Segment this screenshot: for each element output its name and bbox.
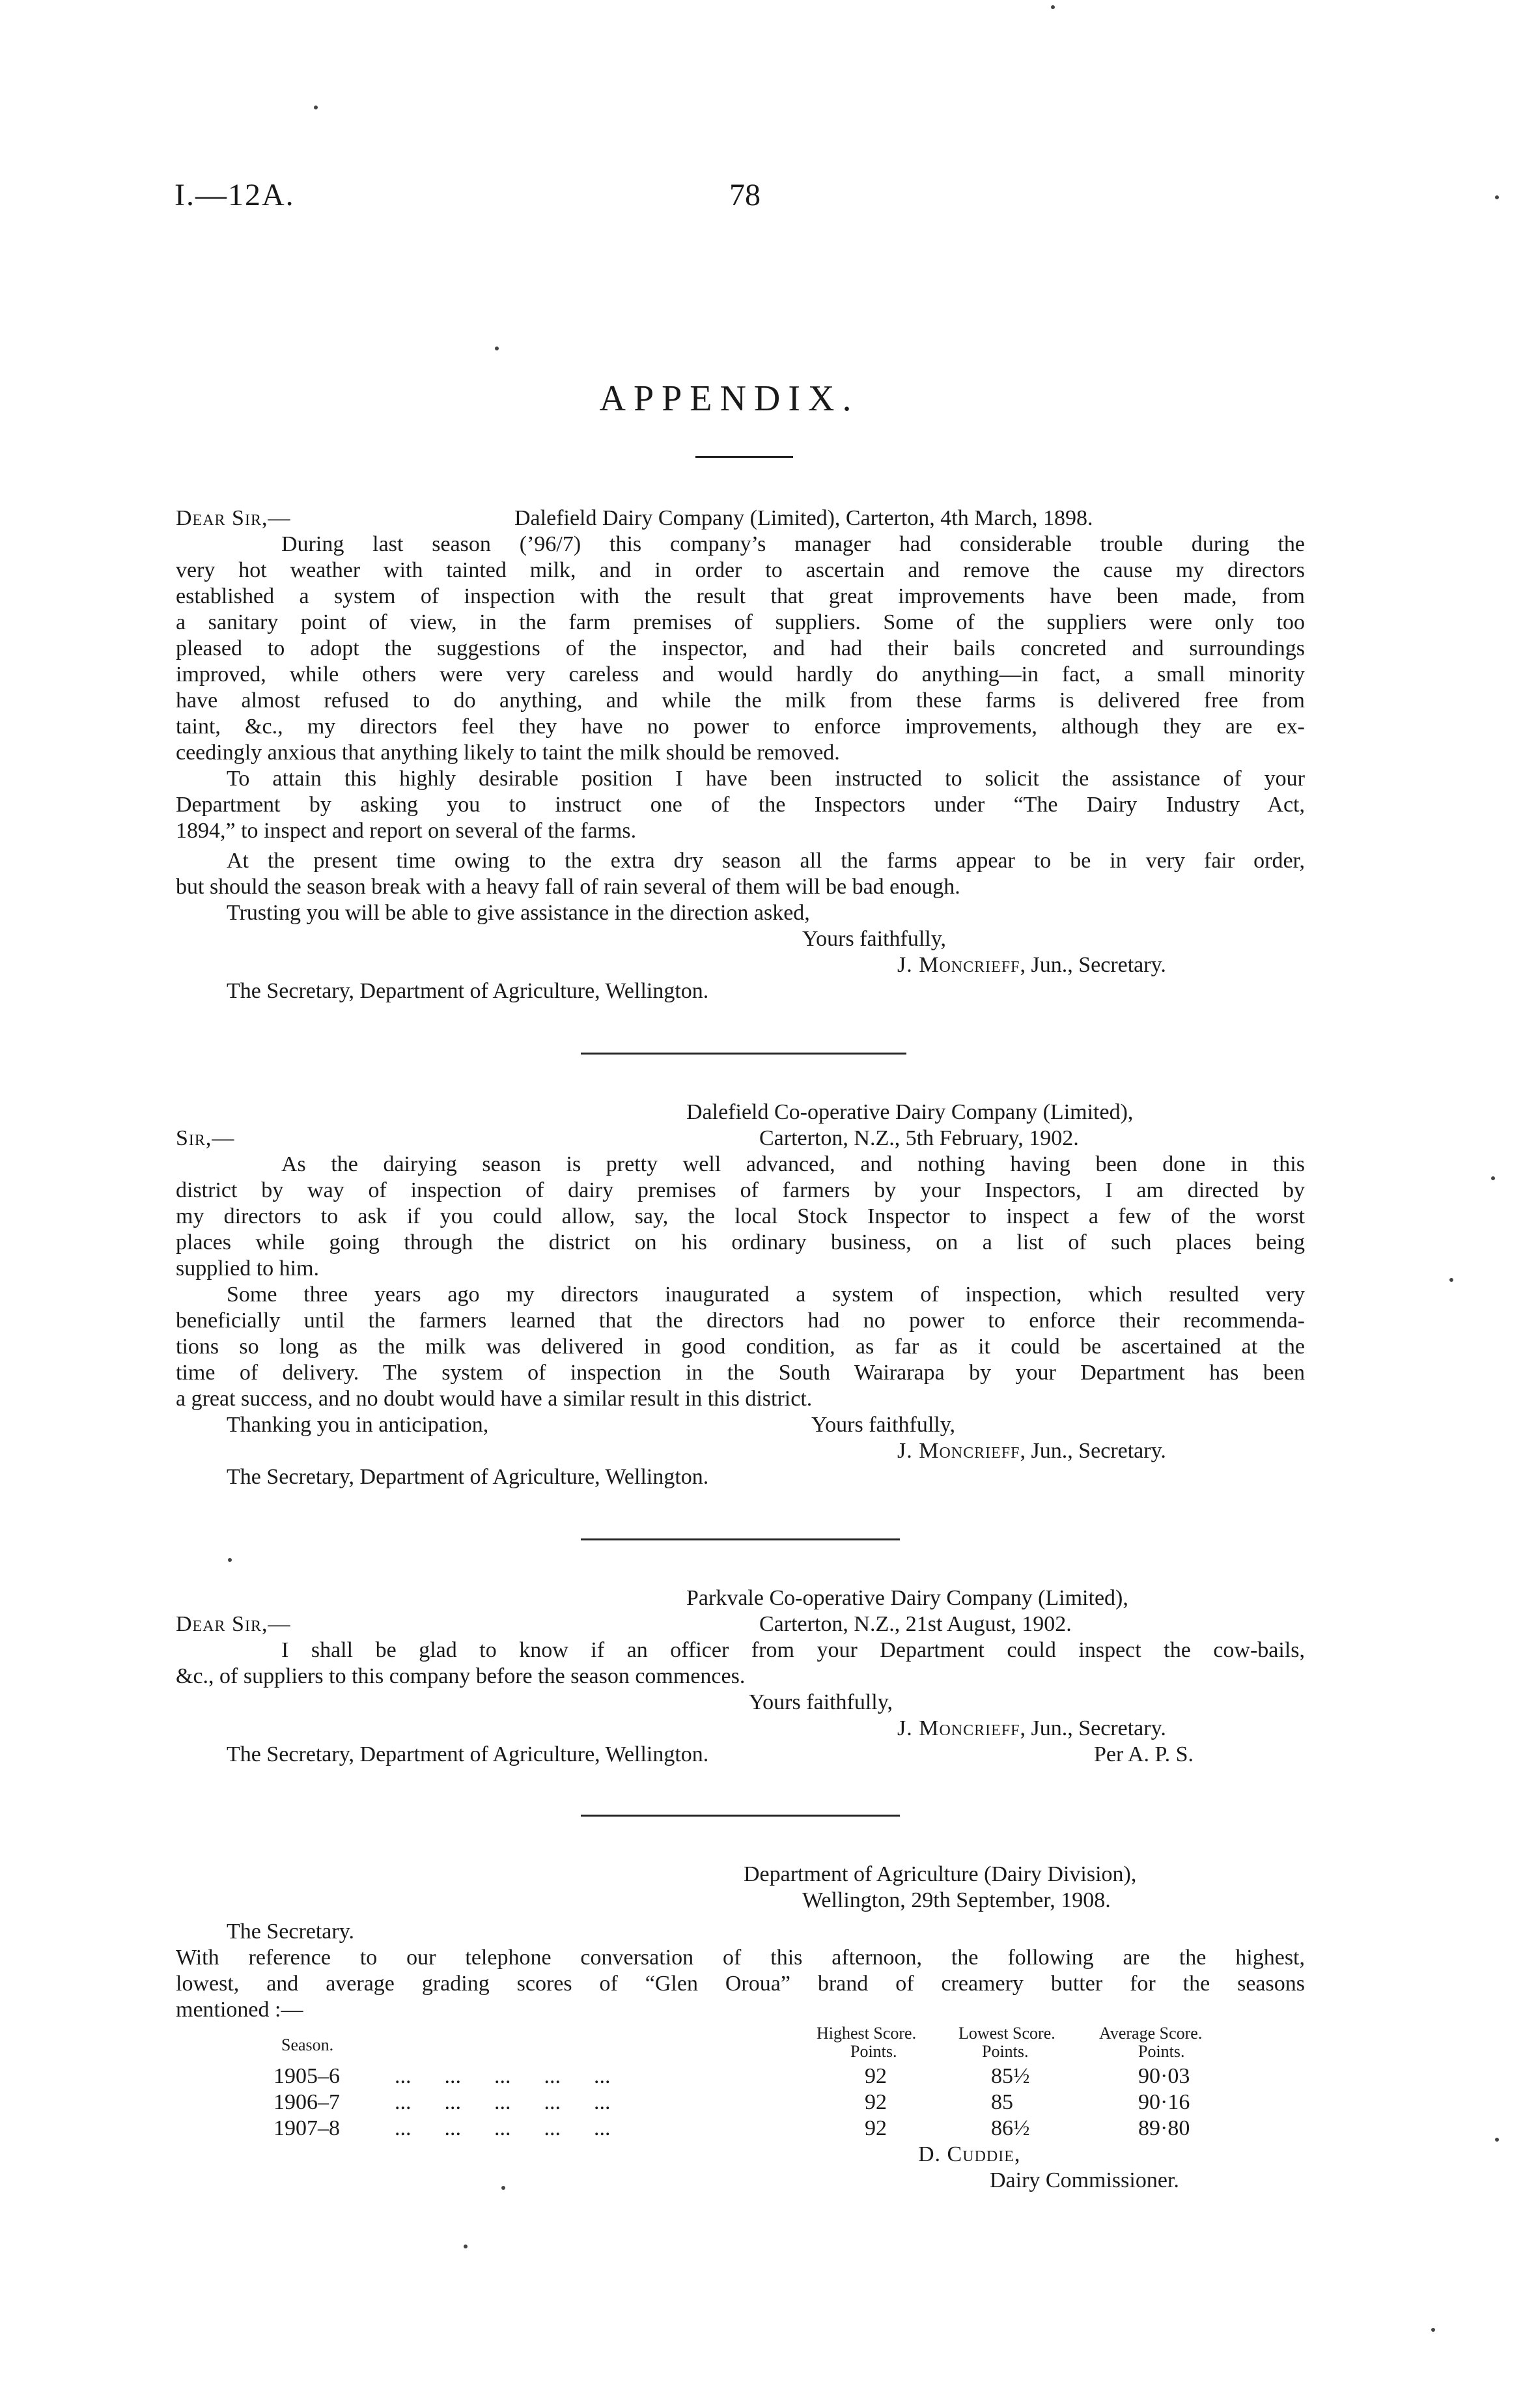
highest-cell: 92 bbox=[865, 2090, 887, 2114]
column-header-season: Season. bbox=[281, 2035, 334, 2054]
letter-address: Carterton, N.Z., 21st August, 1902. bbox=[759, 1612, 1072, 1636]
body-line: &c., of suppliers to this company before the season commences. bbox=[176, 1664, 746, 1688]
thanks: Thanking you in anticipation, bbox=[227, 1413, 489, 1437]
body-line: To attain this highly desirable position I have been instructed to solicit the assistance of your bbox=[227, 767, 1305, 791]
signature bbox=[897, 1438, 1166, 1464]
body-line: a sanitary point of view, in the farm premises of suppliers. Some of the suppliers were only too bbox=[176, 610, 1305, 634]
closing: Yours faithfully, bbox=[749, 1690, 893, 1714]
section-rule bbox=[581, 1815, 900, 1817]
letter-address: Dalefield Dairy Company (Limited), Carterton, 4th March, 1898. bbox=[514, 506, 1093, 530]
body-line: improved, while others were very careless and would hardly do anything—in fact, a small minority bbox=[176, 662, 1305, 687]
column-header-highest: Highest Score. bbox=[817, 2024, 917, 2043]
document-reference: I.—12A. bbox=[175, 178, 295, 212]
points-label: Points. bbox=[850, 2042, 897, 2061]
body-line: places while going through the district on his ordinary business, on a list of such places being bbox=[176, 1230, 1305, 1254]
lowest-cell: 85 bbox=[991, 2090, 1013, 2114]
lowest-cell: 86½ bbox=[991, 2116, 1030, 2140]
letter-address: Department of Agriculture (Dairy Division), bbox=[744, 1862, 1137, 1886]
body-line: have almost refused to do anything, and while the milk from these farms is delivered free from bbox=[176, 688, 1305, 713]
body-line: At the present time owing to the extra dry season all the farms appear to be in very fair order, bbox=[227, 849, 1305, 873]
scan-speck bbox=[1495, 2138, 1499, 2142]
leader-dots: ... ... ... ... ... bbox=[395, 2116, 611, 2140]
signature-name: J. Moncrieff bbox=[897, 1439, 1020, 1463]
scan-speck bbox=[314, 106, 318, 109]
average-cell: 89·80 bbox=[1138, 2116, 1190, 2140]
body-line: With reference to our telephone conversation of this afternoon, the following are the highest, bbox=[176, 1946, 1305, 1970]
scan-speck bbox=[1491, 1176, 1495, 1180]
body-line: As the dairying season is pretty well advanced, and nothing having been done in this bbox=[281, 1152, 1305, 1176]
body-line: tions so long as the milk was delivered in good condition, as far as it could be ascertained at the bbox=[176, 1335, 1305, 1359]
scan-speck bbox=[464, 2245, 468, 2248]
signature-rest: , Jun., Secretary. bbox=[1020, 1716, 1166, 1740]
column-header-average: Average Score. bbox=[1099, 2024, 1203, 2043]
column-header-lowest: Lowest Score. bbox=[958, 2024, 1055, 2043]
body-line: supplied to him. bbox=[176, 1256, 320, 1281]
body-line: my directors to ask if you could allow, say, the local Stock Inspector to inspect a few of the worst bbox=[176, 1204, 1305, 1228]
addressee: The Secretary, Department of Agriculture, Wellington. bbox=[227, 979, 709, 1003]
season-cell: 1907–8 bbox=[273, 2116, 340, 2140]
salutation: Dear Sir,— bbox=[176, 1612, 291, 1636]
leader-dots: ... ... ... ... ... bbox=[395, 2090, 611, 2114]
signature bbox=[897, 952, 1166, 978]
section-rule bbox=[581, 1538, 900, 1540]
scan-speck bbox=[495, 347, 499, 350]
body-line: taint, &c., my directors feel they have no power to enforce improvements, although they are ex- bbox=[176, 715, 1305, 739]
season-cell: 1906–7 bbox=[273, 2090, 340, 2114]
points-label: Points. bbox=[1138, 2042, 1185, 2061]
body-line: I shall be glad to know if an officer from your Department could inspect the cow-bails, bbox=[281, 1638, 1305, 1662]
signature-title: Dairy Commissioner. bbox=[990, 2168, 1179, 2192]
letter-address: Dalefield Co-operative Dairy Company (Limited), bbox=[686, 1100, 1134, 1124]
signature-rest: , Jun., Secretary. bbox=[1020, 953, 1166, 977]
body-line: During last season (’96/7) this company’s manager had considerable trouble during the bbox=[281, 532, 1305, 556]
appendix-title: APPENDIX. bbox=[599, 378, 859, 419]
highest-cell: 92 bbox=[865, 2064, 887, 2088]
closing: Yours faithfully, bbox=[802, 927, 947, 951]
average-cell: 90·16 bbox=[1138, 2090, 1190, 2114]
body-line: Some three years ago my directors inaugurated a system of inspection, which resulted very bbox=[227, 1282, 1305, 1307]
scan-speck bbox=[1495, 195, 1499, 199]
leader-dots: ... ... ... ... ... bbox=[395, 2064, 611, 2088]
section-rule bbox=[581, 1053, 906, 1055]
salutation: Sir,— bbox=[176, 1126, 235, 1150]
body-line: a great success, and no doubt would have a similar result in this district. bbox=[176, 1387, 813, 1411]
scan-speck bbox=[1449, 1278, 1453, 1282]
signature-name: D. Cuddie, bbox=[918, 2142, 1021, 2166]
scan-speck bbox=[228, 1558, 232, 1562]
addressee: The Secretary, Department of Agriculture, Wellington. bbox=[227, 1742, 709, 1766]
body-line: lowest, and average grading scores of “Glen Oroua” brand of creamery butter for the seasons bbox=[176, 1972, 1305, 1996]
addressee: The Secretary, Department of Agriculture, Wellington. bbox=[227, 1465, 709, 1489]
letter-address: Wellington, 29th September, 1908. bbox=[802, 1888, 1111, 1912]
body-line: district by way of inspection of dairy premises of farmers by your Inspectors, I am directed by bbox=[176, 1178, 1305, 1202]
title-rule bbox=[695, 456, 793, 458]
signature bbox=[897, 1716, 1166, 1742]
body-line: 1894,” to inspect and report on several of the farms. bbox=[176, 819, 637, 843]
page-number: 78 bbox=[729, 178, 761, 212]
letter-address: Carterton, N.Z., 5th February, 1902. bbox=[759, 1126, 1079, 1150]
body-line: Trusting you will be able to give assistance in the direction asked, bbox=[227, 901, 810, 925]
salutation: Dear Sir,— bbox=[176, 506, 291, 530]
per-initials: Per A. P. S. bbox=[1094, 1742, 1194, 1766]
signature-name: J. Moncrieff bbox=[897, 1716, 1020, 1740]
lowest-cell: 85½ bbox=[991, 2064, 1030, 2088]
letter-address: Parkvale Co-operative Dairy Company (Limited), bbox=[686, 1586, 1128, 1610]
body-line: beneficially until the farmers learned that the directors had no power to enforce their recommenda- bbox=[176, 1309, 1305, 1333]
body-line: established a system of inspection with the result that great improvements have been made, from bbox=[176, 584, 1305, 608]
body-line: but should the season break with a heavy fall of rain several of them will be bad enough. bbox=[176, 875, 960, 899]
scan-speck bbox=[1051, 5, 1055, 9]
body-line: pleased to adopt the suggestions of the inspector, and had their bails concreted and surroundings bbox=[176, 636, 1305, 660]
body-line: very hot weather with tainted milk, and in order to ascertain and remove the cause my directors bbox=[176, 558, 1305, 582]
points-label: Points. bbox=[982, 2042, 1029, 2061]
signature-rest: , Jun., Secretary. bbox=[1020, 1439, 1166, 1463]
scan-speck bbox=[1431, 2328, 1435, 2332]
body-line: time of delivery. The system of inspection in the South Wairarapa by your Department has been bbox=[176, 1361, 1305, 1385]
body-line: mentioned :— bbox=[176, 1998, 303, 2022]
scan-speck bbox=[501, 2186, 505, 2190]
recipient: The Secretary. bbox=[227, 1919, 355, 1944]
average-cell: 90·03 bbox=[1138, 2064, 1190, 2088]
closing: Yours faithfully, bbox=[811, 1413, 956, 1437]
body-line: Department by asking you to instruct one of the Inspectors under “The Dairy Industry Act, bbox=[176, 793, 1305, 817]
highest-cell: 92 bbox=[865, 2116, 887, 2140]
signature-name: J. Moncrieff bbox=[897, 953, 1020, 977]
season-cell: 1905–6 bbox=[273, 2064, 340, 2088]
body-line: ceedingly anxious that anything likely to taint the milk should be removed. bbox=[176, 741, 840, 765]
